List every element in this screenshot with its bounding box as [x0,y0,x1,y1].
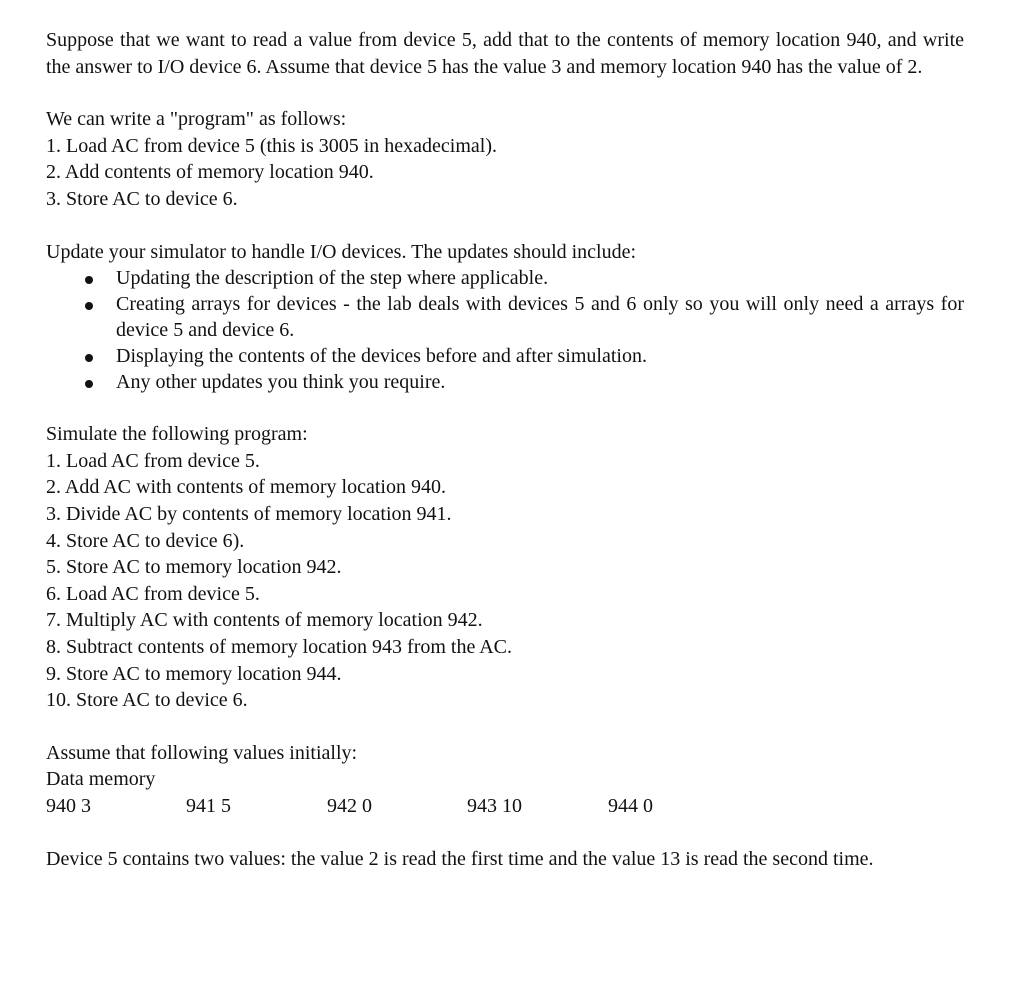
bullet-text: Creating arrays for devices - the lab deals with devices 5 and 6 only so you will only need a arrays for device 5 and device 6. [116,293,964,342]
simulate-step: 4. Store AC to device 6). [46,529,245,552]
document-page [46,27,964,872]
list-item [46,291,964,343]
list-item [46,343,964,369]
update-heading: Update your simulator to handle I/O devices. The updates should include: [46,240,637,263]
spacer [46,80,964,106]
memory-cell: 944 0 [608,794,653,817]
simulate-step: 6. Load AC from device 5. [46,582,260,605]
bullet-text: Updating the description of the step where applicable. [116,267,549,290]
example-step: 3. Store AC to device 6. [46,187,238,210]
memory-cell: 941 5 [186,794,231,817]
simulate-step: 1. Load AC from device 5. [46,449,260,472]
simulate-step: 5. Store AC to memory location 942. [46,556,342,579]
bullet-text: Any other updates you think you require. [116,371,446,394]
bullet-text: Displaying the contents of the devices before and after simulation. [116,345,647,368]
simulate-heading: Simulate the following program: [46,423,308,446]
simulate-step: 3. Divide AC by contents of memory location 941. [46,502,452,525]
spacer [46,395,964,421]
simulate-step: 8. Subtract contents of memory location 943 from the AC. [46,635,513,658]
bullet-icon [85,380,93,388]
intro-paragraph: Suppose that we want to read a value from device 5, add that to the contents of memory location 940, and write the answer to I/O device 6. Assume that device 5 has the value 3 and memory location 940 has the value of 2. [46,29,964,78]
bullet-icon [85,354,93,362]
update-bullet-list [46,265,964,395]
initial-values-heading: Assume that following values initially: [46,741,358,764]
data-memory-label: Data memory [46,768,156,791]
example-program-heading: We can write a "program" as follows: [46,108,347,131]
memory-cell: 943 10 [467,794,522,817]
spacer [46,820,964,846]
simulate-step: 7. Multiply AC with contents of memory location 942. [46,609,483,632]
device5-paragraph: Device 5 contains two values: the value 2 is read the first time and the value 13 is read the second time. [46,847,874,870]
memory-cell: 940 3 [46,794,91,817]
list-item [46,369,964,395]
simulate-step: 2. Add AC with contents of memory location 940. [46,476,446,499]
bullet-icon [85,276,93,284]
spacer [46,213,964,239]
example-step: 1. Load AC from device 5 (this is 3005 in hexadecimal). [46,134,498,157]
bullet-icon [85,302,93,310]
data-memory-row [46,793,964,820]
spacer [46,714,964,740]
example-step: 2. Add contents of memory location 940. [46,161,374,184]
memory-cell: 942 0 [327,794,372,817]
list-item [46,265,964,291]
simulate-step: 10. Store AC to device 6. [46,689,248,712]
simulate-step: 9. Store AC to memory location 944. [46,662,342,685]
